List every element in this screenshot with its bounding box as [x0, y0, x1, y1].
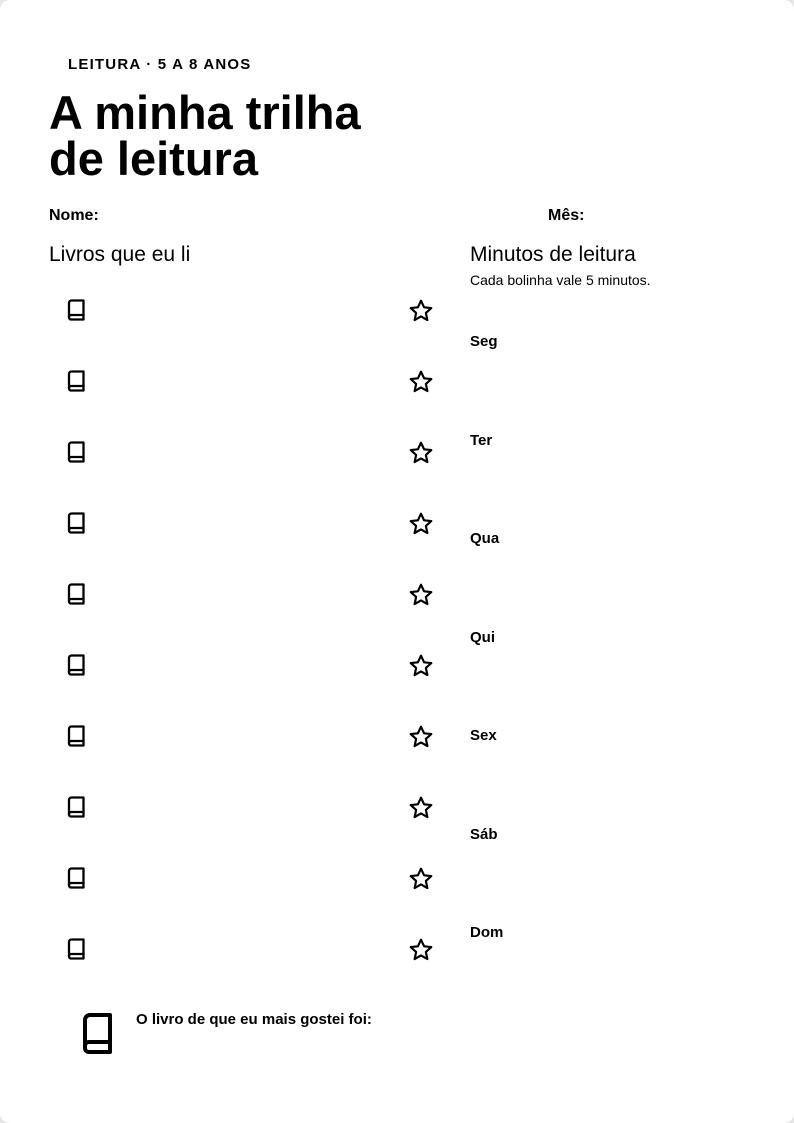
day-label: Ter — [470, 432, 493, 449]
book-icon — [64, 653, 88, 677]
book-icon — [64, 511, 88, 535]
book-icon — [64, 440, 88, 464]
book-row — [49, 716, 449, 756]
book-row — [49, 432, 449, 472]
books-section-heading: Livros que eu li — [49, 243, 191, 266]
book-icon — [77, 1012, 117, 1056]
page-title — [49, 86, 469, 185]
star-icon[interactable] — [408, 724, 434, 750]
book-icon — [64, 866, 88, 890]
book-row — [49, 503, 449, 543]
star-icon[interactable] — [408, 795, 434, 821]
book-row — [49, 929, 449, 969]
book-row — [49, 290, 449, 330]
star-icon[interactable] — [408, 582, 434, 608]
book-row — [49, 361, 449, 401]
page-title-line-1: A minha trilha — [49, 86, 361, 139]
book-row — [49, 787, 449, 827]
minutes-note: Cada bolinha vale 5 minutos. — [470, 272, 651, 288]
day-label: Sáb — [470, 826, 498, 843]
star-icon[interactable] — [408, 298, 434, 324]
book-row — [49, 858, 449, 898]
book-icon — [64, 724, 88, 748]
month-label: Mês: — [548, 207, 585, 224]
name-label: Nome: — [49, 207, 99, 224]
day-label: Qui — [470, 629, 495, 646]
book-icon — [64, 298, 88, 322]
book-row — [49, 645, 449, 685]
star-icon[interactable] — [408, 511, 434, 537]
day-label: Dom — [470, 924, 504, 941]
book-icon — [64, 582, 88, 606]
page-eyebrow: LEITURA · 5 A 8 ANOS — [68, 56, 252, 73]
star-icon[interactable] — [408, 440, 434, 466]
page-title-line-2: de leitura — [49, 132, 258, 185]
day-label: Qua — [470, 530, 500, 547]
day-label: Sex — [470, 727, 497, 744]
star-icon[interactable] — [408, 866, 434, 892]
book-icon — [64, 937, 88, 961]
day-label: Seg — [470, 333, 498, 350]
star-icon[interactable] — [408, 369, 434, 395]
book-row — [49, 574, 449, 614]
star-icon[interactable] — [408, 653, 434, 679]
book-icon — [64, 795, 88, 819]
minutes-section-heading: Minutos de leitura — [470, 243, 636, 266]
favorite-book-label: O livro de que eu mais gostei foi: — [136, 1011, 372, 1028]
book-icon — [64, 369, 88, 393]
star-icon[interactable] — [408, 937, 434, 963]
